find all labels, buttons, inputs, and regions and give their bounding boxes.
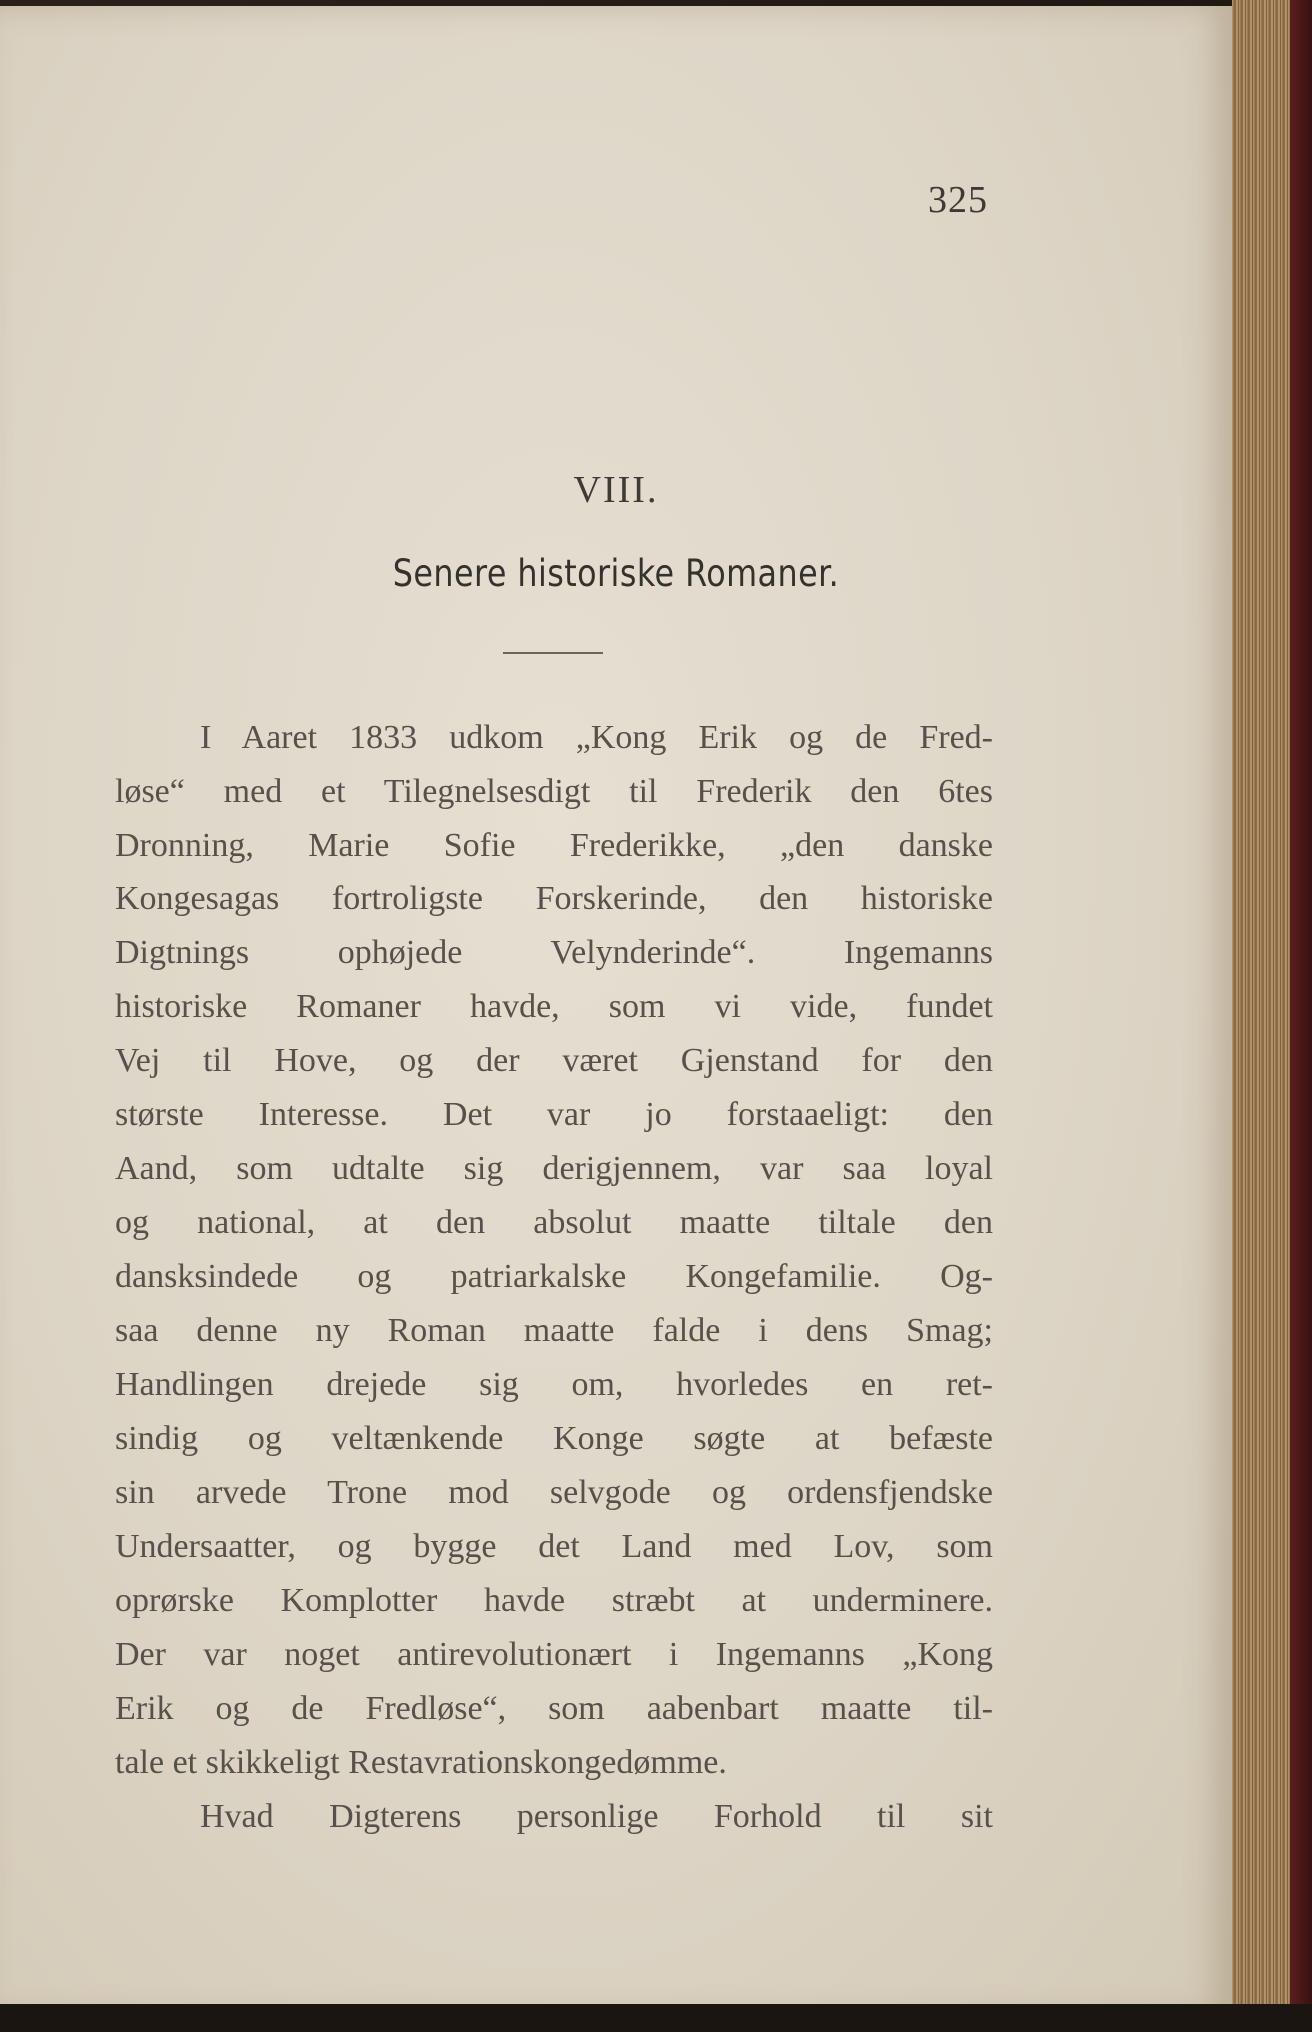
chapter-title: Senere historiske Romaner. (392, 552, 840, 595)
body-text-line: Undersaatter, og bygge det Land med Lov, som (115, 1528, 993, 1565)
body-text-line: sin arvede Trone mod selvgode og ordensfjendske (115, 1474, 993, 1511)
book-cover-edge (1290, 0, 1312, 2032)
body-text-line: Kongesagas fortroligste Forskerinde, den historiske (115, 880, 993, 917)
body-text-line: Der var noget antirevolutionært i Ingemanns „Kong (115, 1636, 993, 1673)
body-text-line: dansksindede og patriarkalske Kongefamilie. Og- (115, 1258, 993, 1295)
body-text-line: største Interesse. Det var jo forstaaeligt: den (115, 1096, 993, 1133)
body-text-line: Vej til Hove, og der været Gjenstand for den (115, 1042, 993, 1079)
chapter-divider-rule (503, 652, 603, 654)
body-text-line: I Aaret 1833 udkom „Kong Erik og de Fred- (200, 719, 993, 756)
body-text-line: Dronning, Marie Sofie Frederikke, „den danske (115, 827, 993, 864)
body-text-line: tale et skikkeligt Restavrationskongedømme. (115, 1744, 727, 1781)
body-text-line: Aand, som udtalte sig derigjennem, var saa loyal (115, 1150, 993, 1187)
chapter-number: VIII. (573, 469, 659, 511)
body-text-line: Hvad Digterens personlige Forhold til sit (200, 1798, 993, 1835)
body-text-line: Handlingen drejede sig om, hvorledes en ret- (115, 1366, 993, 1403)
bottom-shadow (0, 2004, 1312, 2032)
body-text-line: oprørske Komplotter havde stræbt at underminere. (115, 1582, 993, 1619)
body-text-line: saa denne ny Roman maatte falde i dens Smag; (115, 1312, 993, 1349)
body-text-line: Digtnings ophøjede Velynderinde“. Ingemanns (115, 934, 993, 971)
body-text-line: løse“ med et Tilegnelsesdigt til Frederik den 6tes (115, 773, 993, 810)
body-text-line: sindig og veltænkende Konge søgte at befæste (115, 1420, 993, 1457)
body-text-line: og national, at den absolut maatte tiltale den (115, 1204, 993, 1241)
body-text-line: Erik og de Fredløse“, som aabenbart maatte til- (115, 1690, 993, 1727)
page-number: 325 (928, 179, 988, 221)
body-text-line: historiske Romaner havde, som vi vide, fundet (115, 988, 993, 1025)
